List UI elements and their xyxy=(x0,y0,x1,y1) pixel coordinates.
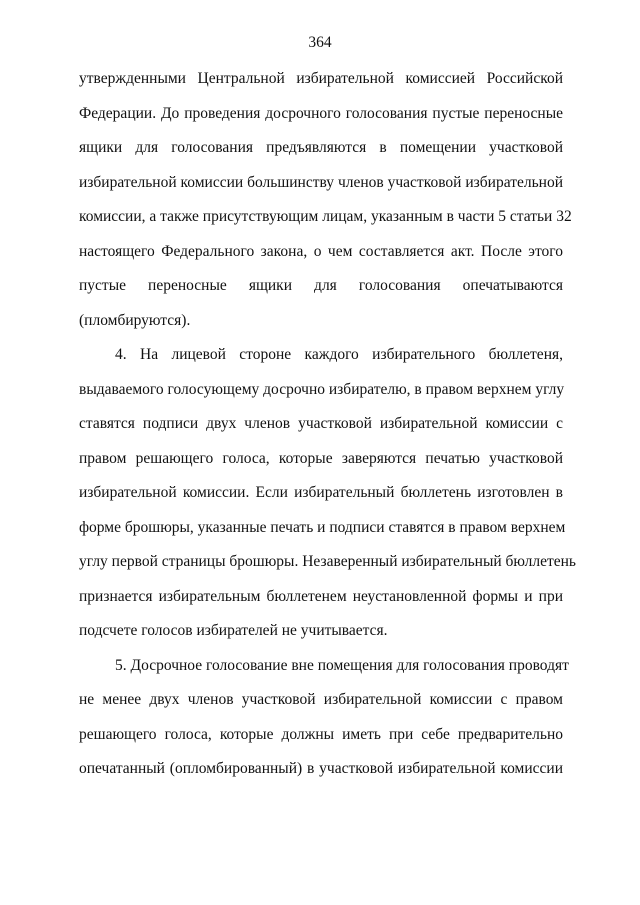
text-line: утвержденными Центральной избирательной комиссией Российской xyxy=(79,70,563,87)
text-line: (пломбируются). xyxy=(79,311,191,329)
document-body xyxy=(79,68,576,793)
text-line: выдаваемого голосующему досрочно избирателю, в правом верхнем углу xyxy=(79,380,565,398)
text-line: Федерации. До проведения досрочного голосования пустые переносные xyxy=(79,104,563,122)
text-line: форме брошюры, указанные печать и подписи ставятся в правом верхнем xyxy=(79,518,566,536)
text-line: опечатанный (опломбированный) в участковой избирательной комиссии xyxy=(79,760,563,777)
text-line: 4. На лицевой стороне каждого избирательного бюллетеня, xyxy=(115,346,563,363)
text-line: подсчете голосов избирателей не учитывается. xyxy=(79,622,388,639)
page-number: 364 xyxy=(308,34,332,51)
text-line: настоящего Федерального закона, о чем составляется акт. После этого xyxy=(79,242,563,260)
text-line: признается избирательным бюллетенем неустановленной формы и при xyxy=(79,587,563,605)
text-line: избирательной комиссии. Если избирательный бюллетень изготовлен в xyxy=(79,484,563,501)
text-line: углу первой страницы брошюры. Незаверенный избирательный бюллетень xyxy=(79,553,576,570)
text-line: ящики для голосования предъявляются в помещении участковой xyxy=(79,139,563,156)
text-line: не менее двух членов участковой избирательной комиссии с правом xyxy=(79,691,563,708)
text-line: правом решающего голоса, которые заверяются печатью участковой xyxy=(79,449,563,467)
text-line: ставятся подписи двух членов участковой избирательной комиссии с xyxy=(79,415,563,432)
text-line: 5. Досрочное голосование вне помещения для голосования проводят xyxy=(115,656,569,674)
text-line: избирательной комиссии большинству членов участковой избирательной xyxy=(79,173,563,191)
text-line: решающего голоса, которые должны иметь при себе предварительно xyxy=(79,725,563,743)
text-line: пустые переносные ящики для голосования опечатываются xyxy=(79,277,563,294)
text-line: комиссии, а также присутствующим лицам, указанным в части 5 статьи 32 xyxy=(79,208,572,225)
